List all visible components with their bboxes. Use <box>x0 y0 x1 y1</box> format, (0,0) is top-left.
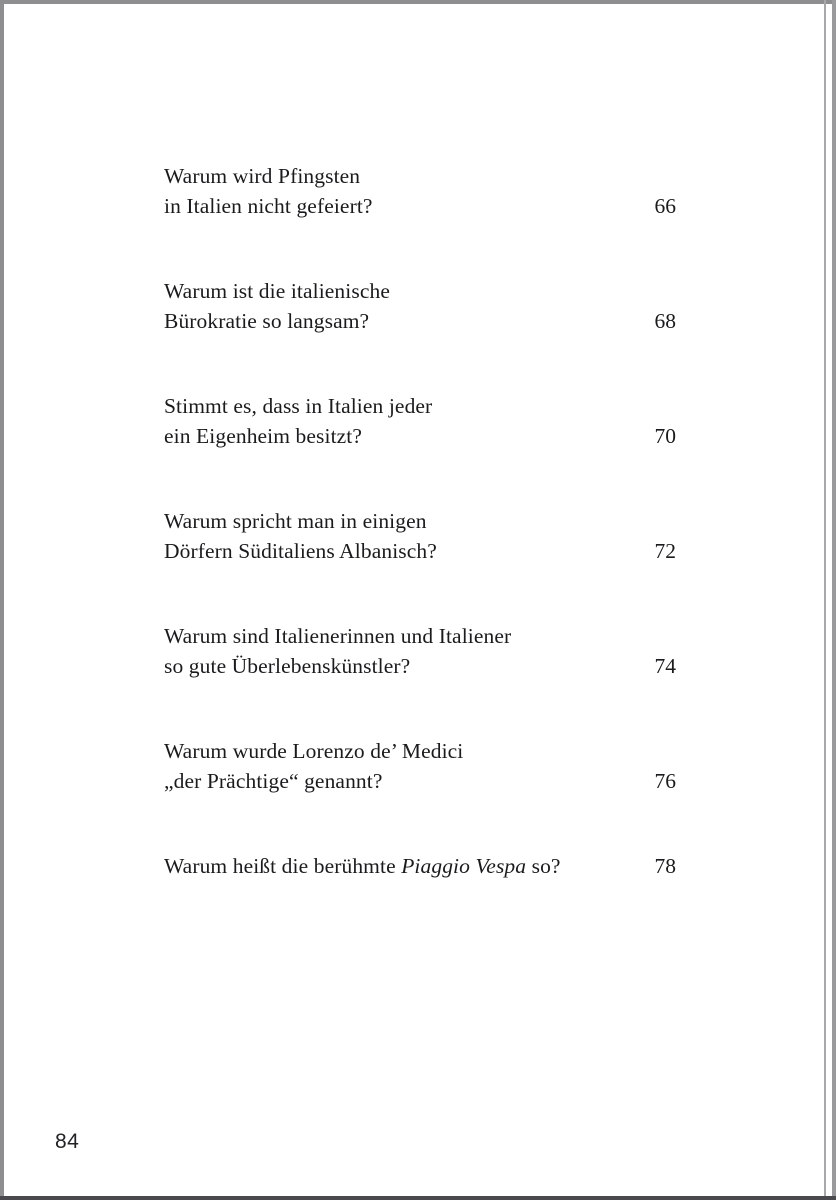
table-of-contents <box>164 162 676 882</box>
toc-entry[interactable] <box>164 507 676 566</box>
toc-entry-page-number: 76 <box>654 768 676 793</box>
toc-entry-title <box>164 277 594 336</box>
toc-entry-line1: Warum wurde Lorenzo de’ Medici <box>164 739 464 763</box>
toc-entry-title <box>164 622 594 681</box>
toc-entry-line1: Stimmt es, dass in Italien jeder <box>164 394 433 418</box>
toc-entry-title-italic: Piaggio Vespa <box>401 854 527 878</box>
toc-entry[interactable] <box>164 162 676 221</box>
toc-entry[interactable] <box>164 852 676 882</box>
toc-entry-title <box>164 737 594 796</box>
toc-entry[interactable] <box>164 622 676 681</box>
page-border-top <box>0 0 836 4</box>
toc-entry-line2: in Italien nicht gefeiert? <box>164 193 373 218</box>
toc-entry-line2: Bürokratie so langsam? <box>164 308 370 333</box>
toc-entry-page-number: 68 <box>654 308 676 333</box>
toc-entry-line1: Warum ist die italienische <box>164 279 390 303</box>
toc-entry-line1-tail: so? <box>526 854 561 878</box>
toc-entry[interactable] <box>164 392 676 451</box>
toc-entry-title <box>164 392 594 451</box>
toc-entry-line2: „der Prächtige“ genannt? <box>164 768 383 793</box>
toc-entry-line2: Dörfern Süditaliens Albanisch? <box>164 538 437 563</box>
toc-entry[interactable] <box>164 737 676 796</box>
page-folio-number: 84 <box>55 1130 80 1153</box>
toc-entry[interactable] <box>164 277 676 336</box>
toc-entry-page-number: 78 <box>654 854 676 878</box>
toc-entry-line1: Warum wird Pfingsten <box>164 164 361 188</box>
page-border-right-inner <box>824 0 826 1200</box>
toc-entry-page-number: 66 <box>654 193 676 218</box>
toc-entry-page-number: 72 <box>654 538 676 563</box>
toc-entry-line2: so gute Überlebenskünstler? <box>164 653 411 678</box>
page-border-bottom <box>0 1196 836 1200</box>
page-border-right-outer <box>832 0 836 1200</box>
toc-entry-line1: Warum spricht man in einigen <box>164 509 427 533</box>
toc-entry-title <box>164 507 594 566</box>
page-border-left <box>0 0 4 1196</box>
toc-entry-line1: Warum sind Italienerinnen und Italiener <box>164 624 512 648</box>
toc-entry-title <box>164 162 594 221</box>
toc-entry-title <box>164 852 594 882</box>
toc-entry-page-number: 70 <box>654 423 676 448</box>
toc-entry-line1: Warum heißt die berühmte <box>164 854 402 878</box>
toc-entry-line2: ein Eigenheim besitzt? <box>164 423 363 448</box>
toc-entry-page-number: 74 <box>654 653 676 678</box>
